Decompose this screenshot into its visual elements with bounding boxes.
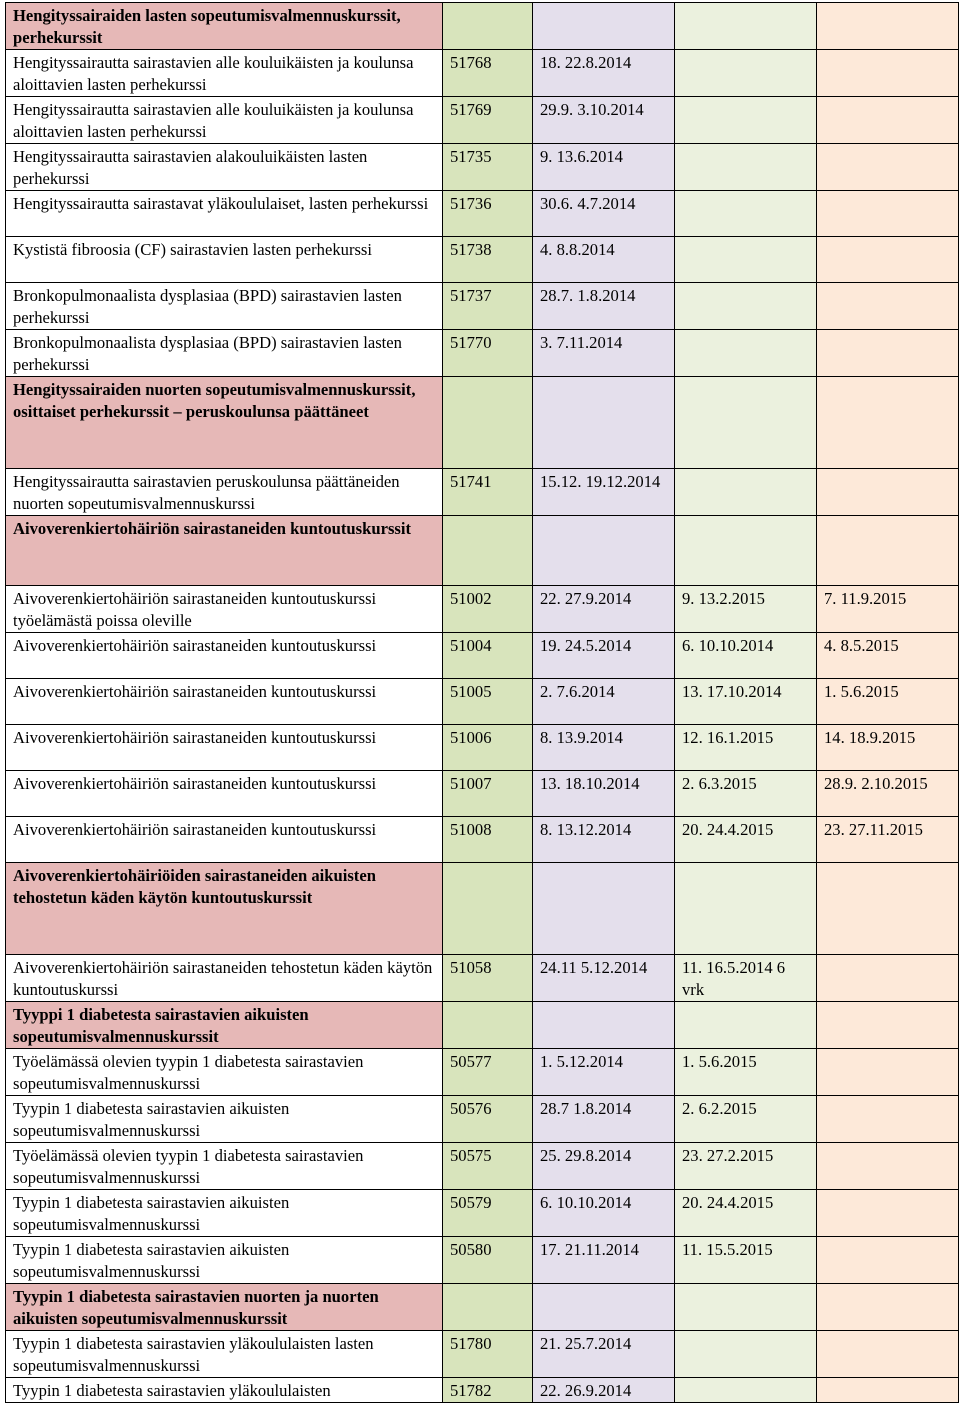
course-name: Aivoverenkiertohäiriön sairastaneiden kuntoutuskurssi: [6, 817, 443, 863]
course-code: 51782: [443, 1378, 533, 1403]
course-date-3: [817, 516, 959, 586]
course-code: 51002: [443, 586, 533, 633]
section-title: Hengityssairaiden nuorten sopeutumisvalmennuskurssit, osittaiset perhekurssit – peruskoulunsa päättäneet: [6, 377, 443, 469]
course-row: [6, 237, 959, 283]
course-row: [6, 144, 959, 191]
course-date-1: 3. 7.11.2014: [533, 330, 675, 377]
course-row: [6, 771, 959, 817]
course-date-1: 22. 26.9.2014: [533, 1378, 675, 1403]
course-row: [6, 469, 959, 516]
course-date-2: 13. 17.10.2014: [675, 679, 817, 725]
course-code: 50577: [443, 1049, 533, 1096]
course-date-3: 23. 27.11.2015: [817, 817, 959, 863]
course-code: 51058: [443, 955, 533, 1002]
course-date-1: 8. 13.12.2014: [533, 817, 675, 863]
course-name: Kystistä fibroosia (CF) sairastavien lasten perhekurssi: [6, 237, 443, 283]
course-date-1: 17. 21.11.2014: [533, 1237, 675, 1284]
course-date-1: 1. 5.12.2014: [533, 1049, 675, 1096]
course-name: Aivoverenkiertohäiriön sairastaneiden kuntoutuskurssi työelämästä poissa oleville: [6, 586, 443, 633]
course-date-1: 13. 18.10.2014: [533, 771, 675, 817]
course-date-2: 11. 16.5.2014 6 vrk: [675, 955, 817, 1002]
course-row: [6, 1331, 959, 1378]
course-name: Hengityssairautta sairastavien peruskoulunsa päättäneiden nuorten sopeutumisvalmennuskurssi: [6, 469, 443, 516]
course-code: 51738: [443, 237, 533, 283]
section-title: Tyypin 1 diabetesta sairastavien nuorten ja nuorten aikuisten sopeutumisvalmennuskurssit: [6, 1284, 443, 1331]
course-code: 51007: [443, 771, 533, 817]
course-code: [443, 1002, 533, 1049]
course-row: [6, 817, 959, 863]
course-date-1: 24.11 5.12.2014: [533, 955, 675, 1002]
course-date-2: [675, 1331, 817, 1378]
course-date-2: 2. 6.2.2015: [675, 1096, 817, 1143]
course-date-3: [817, 1237, 959, 1284]
course-date-2: 9. 13.2.2015: [675, 586, 817, 633]
course-date-1: 22. 27.9.2014: [533, 586, 675, 633]
course-date-2: 20. 24.4.2015: [675, 817, 817, 863]
section-header-row: [6, 1284, 959, 1331]
course-date-2: [675, 863, 817, 955]
course-code: 51741: [443, 469, 533, 516]
course-code: 51735: [443, 144, 533, 191]
course-date-2: 1. 5.6.2015: [675, 1049, 817, 1096]
course-date-3: 7. 11.9.2015: [817, 586, 959, 633]
course-date-3: [817, 50, 959, 97]
course-name: Aivoverenkiertohäiriön sairastaneiden kuntoutuskurssi: [6, 679, 443, 725]
course-date-2: 20. 24.4.2015: [675, 1190, 817, 1237]
course-date-2: [675, 283, 817, 330]
course-name: Aivoverenkiertohäiriön sairastaneiden kuntoutuskurssi: [6, 771, 443, 817]
course-date-3: [817, 283, 959, 330]
course-row: [6, 955, 959, 1002]
course-name: Aivoverenkiertohäiriön sairastaneiden kuntoutuskurssi: [6, 725, 443, 771]
course-date-3: [817, 3, 959, 50]
course-code: [443, 516, 533, 586]
course-date-2: 11. 15.5.2015: [675, 1237, 817, 1284]
course-date-2: [675, 237, 817, 283]
section-title: Aivoverenkiertohäiriöiden sairastaneiden aikuisten tehostetun käden käytön kuntoutuskurssit: [6, 863, 443, 955]
course-date-3: [817, 1002, 959, 1049]
course-schedule-table: [5, 2, 959, 1403]
course-date-3: [817, 1143, 959, 1190]
course-row: [6, 679, 959, 725]
course-date-2: 12. 16.1.2015: [675, 725, 817, 771]
course-date-3: [817, 330, 959, 377]
course-date-2: [675, 1002, 817, 1049]
section-title: Tyyppi 1 diabetesta sairastavien aikuisten sopeutumisvalmennuskurssit: [6, 1002, 443, 1049]
course-date-3: 28.9. 2.10.2015: [817, 771, 959, 817]
course-date-1: [533, 377, 675, 469]
course-name: Aivoverenkiertohäiriön sairastaneiden kuntoutuskurssi: [6, 633, 443, 679]
course-row: [6, 1190, 959, 1237]
course-row: [6, 1378, 959, 1403]
course-name: Tyypin 1 diabetesta sairastavien aikuisten sopeutumisvalmennuskurssi: [6, 1190, 443, 1237]
section-header-row: [6, 863, 959, 955]
course-date-1: [533, 1284, 675, 1331]
course-date-3: [817, 1331, 959, 1378]
course-date-1: 28.7. 1.8.2014: [533, 283, 675, 330]
course-date-1: 19. 24.5.2014: [533, 633, 675, 679]
course-date-2: 23. 27.2.2015: [675, 1143, 817, 1190]
course-date-1: [533, 863, 675, 955]
course-name: Hengityssairautta sairastavien alle kouluikäisten ja koulunsa aloittavien lasten perhekurssi: [6, 97, 443, 144]
course-name: Aivoverenkiertohäiriön sairastaneiden tehostetun käden käytön kuntoutuskurssi: [6, 955, 443, 1002]
course-code: 51769: [443, 97, 533, 144]
course-date-3: [817, 1096, 959, 1143]
course-date-1: [533, 1002, 675, 1049]
course-date-2: [675, 50, 817, 97]
course-date-1: 2. 7.6.2014: [533, 679, 675, 725]
course-date-3: [817, 191, 959, 237]
course-date-1: [533, 3, 675, 50]
course-date-2: [675, 1284, 817, 1331]
course-row: [6, 1237, 959, 1284]
course-date-3: [817, 1284, 959, 1331]
course-code: [443, 863, 533, 955]
course-date-3: [817, 97, 959, 144]
course-code: 51770: [443, 330, 533, 377]
course-date-2: [675, 3, 817, 50]
section-header-row: [6, 377, 959, 469]
course-date-3: [817, 469, 959, 516]
course-name: Hengityssairautta sairastavien alakouluikäisten lasten perhekurssi: [6, 144, 443, 191]
course-date-1: 25. 29.8.2014: [533, 1143, 675, 1190]
course-date-3: [817, 1378, 959, 1403]
section-header-row: [6, 1002, 959, 1049]
course-code: 51008: [443, 817, 533, 863]
course-date-2: 2. 6.3.2015: [675, 771, 817, 817]
course-row: [6, 191, 959, 237]
course-code: 51737: [443, 283, 533, 330]
course-date-3: [817, 377, 959, 469]
course-date-3: 14. 18.9.2015: [817, 725, 959, 771]
course-date-2: [675, 1378, 817, 1403]
course-row: [6, 633, 959, 679]
course-date-1: 21. 25.7.2014: [533, 1331, 675, 1378]
course-name: Tyypin 1 diabetesta sairastavien yläkoululaisten: [6, 1378, 443, 1403]
course-date-2: 6. 10.10.2014: [675, 633, 817, 679]
course-name: Hengityssairautta sairastavat yläkoululaiset, lasten perhekurssi: [6, 191, 443, 237]
section-header-row: [6, 3, 959, 50]
course-code: 50579: [443, 1190, 533, 1237]
course-row: [6, 1096, 959, 1143]
course-row: [6, 586, 959, 633]
course-date-1: 4. 8.8.2014: [533, 237, 675, 283]
course-name: Bronkopulmonaalista dysplasiaa (BPD) sairastavien lasten perhekurssi: [6, 330, 443, 377]
course-code: 51004: [443, 633, 533, 679]
course-name: Tyypin 1 diabetesta sairastavien yläkoululaisten lasten sopeutumisvalmennuskurssi: [6, 1331, 443, 1378]
course-schedule-document: [5, 2, 958, 1403]
course-date-1: 28.7 1.8.2014: [533, 1096, 675, 1143]
course-name: Bronkopulmonaalista dysplasiaa (BPD) sairastavien lasten perhekurssi: [6, 283, 443, 330]
course-code: 51780: [443, 1331, 533, 1378]
course-row: [6, 283, 959, 330]
course-date-2: [675, 516, 817, 586]
course-code: 50576: [443, 1096, 533, 1143]
course-name: Työelämässä olevien tyypin 1 diabetesta sairastavien sopeutumisvalmennuskurssi: [6, 1143, 443, 1190]
course-date-1: 15.12. 19.12.2014: [533, 469, 675, 516]
course-date-3: 1. 5.6.2015: [817, 679, 959, 725]
course-date-2: [675, 144, 817, 191]
course-date-2: [675, 469, 817, 516]
section-title: Hengityssairaiden lasten sopeutumisvalmennuskurssit, perhekurssit: [6, 3, 443, 50]
course-date-3: [817, 1190, 959, 1237]
course-date-2: [675, 330, 817, 377]
course-code: 51736: [443, 191, 533, 237]
course-date-2: [675, 191, 817, 237]
course-date-3: [817, 955, 959, 1002]
course-date-1: 6. 10.10.2014: [533, 1190, 675, 1237]
course-date-2: [675, 97, 817, 144]
course-code: [443, 1284, 533, 1331]
course-row: [6, 1143, 959, 1190]
course-date-3: [817, 144, 959, 191]
course-date-1: 29.9. 3.10.2014: [533, 97, 675, 144]
course-date-3: [817, 237, 959, 283]
course-code: 51006: [443, 725, 533, 771]
course-name: Tyypin 1 diabetesta sairastavien aikuisten sopeutumisvalmennuskurssi: [6, 1237, 443, 1284]
course-date-2: [675, 377, 817, 469]
course-row: [6, 725, 959, 771]
course-date-1: 30.6. 4.7.2014: [533, 191, 675, 237]
section-title: Aivoverenkiertohäiriön sairastaneiden kuntoutuskurssit: [6, 516, 443, 586]
course-row: [6, 1049, 959, 1096]
course-code: 50580: [443, 1237, 533, 1284]
course-name: Työelämässä olevien tyypin 1 diabetesta sairastavien sopeutumisvalmennuskurssi: [6, 1049, 443, 1096]
course-code: 51768: [443, 50, 533, 97]
course-row: [6, 330, 959, 377]
course-date-3: [817, 1049, 959, 1096]
course-table-body: [6, 3, 959, 1403]
course-code: 51005: [443, 679, 533, 725]
course-date-3: 4. 8.5.2015: [817, 633, 959, 679]
course-row: [6, 97, 959, 144]
section-header-row: [6, 516, 959, 586]
course-code: 50575: [443, 1143, 533, 1190]
course-date-3: [817, 863, 959, 955]
course-row: [6, 50, 959, 97]
course-date-1: 18. 22.8.2014: [533, 50, 675, 97]
course-date-1: [533, 516, 675, 586]
course-name: Hengityssairautta sairastavien alle kouluikäisten ja koulunsa aloittavien lasten perhekurssi: [6, 50, 443, 97]
course-code: [443, 3, 533, 50]
course-name: Tyypin 1 diabetesta sairastavien aikuisten sopeutumisvalmennuskurssi: [6, 1096, 443, 1143]
course-date-1: 8. 13.9.2014: [533, 725, 675, 771]
course-code: [443, 377, 533, 469]
course-date-1: 9. 13.6.2014: [533, 144, 675, 191]
